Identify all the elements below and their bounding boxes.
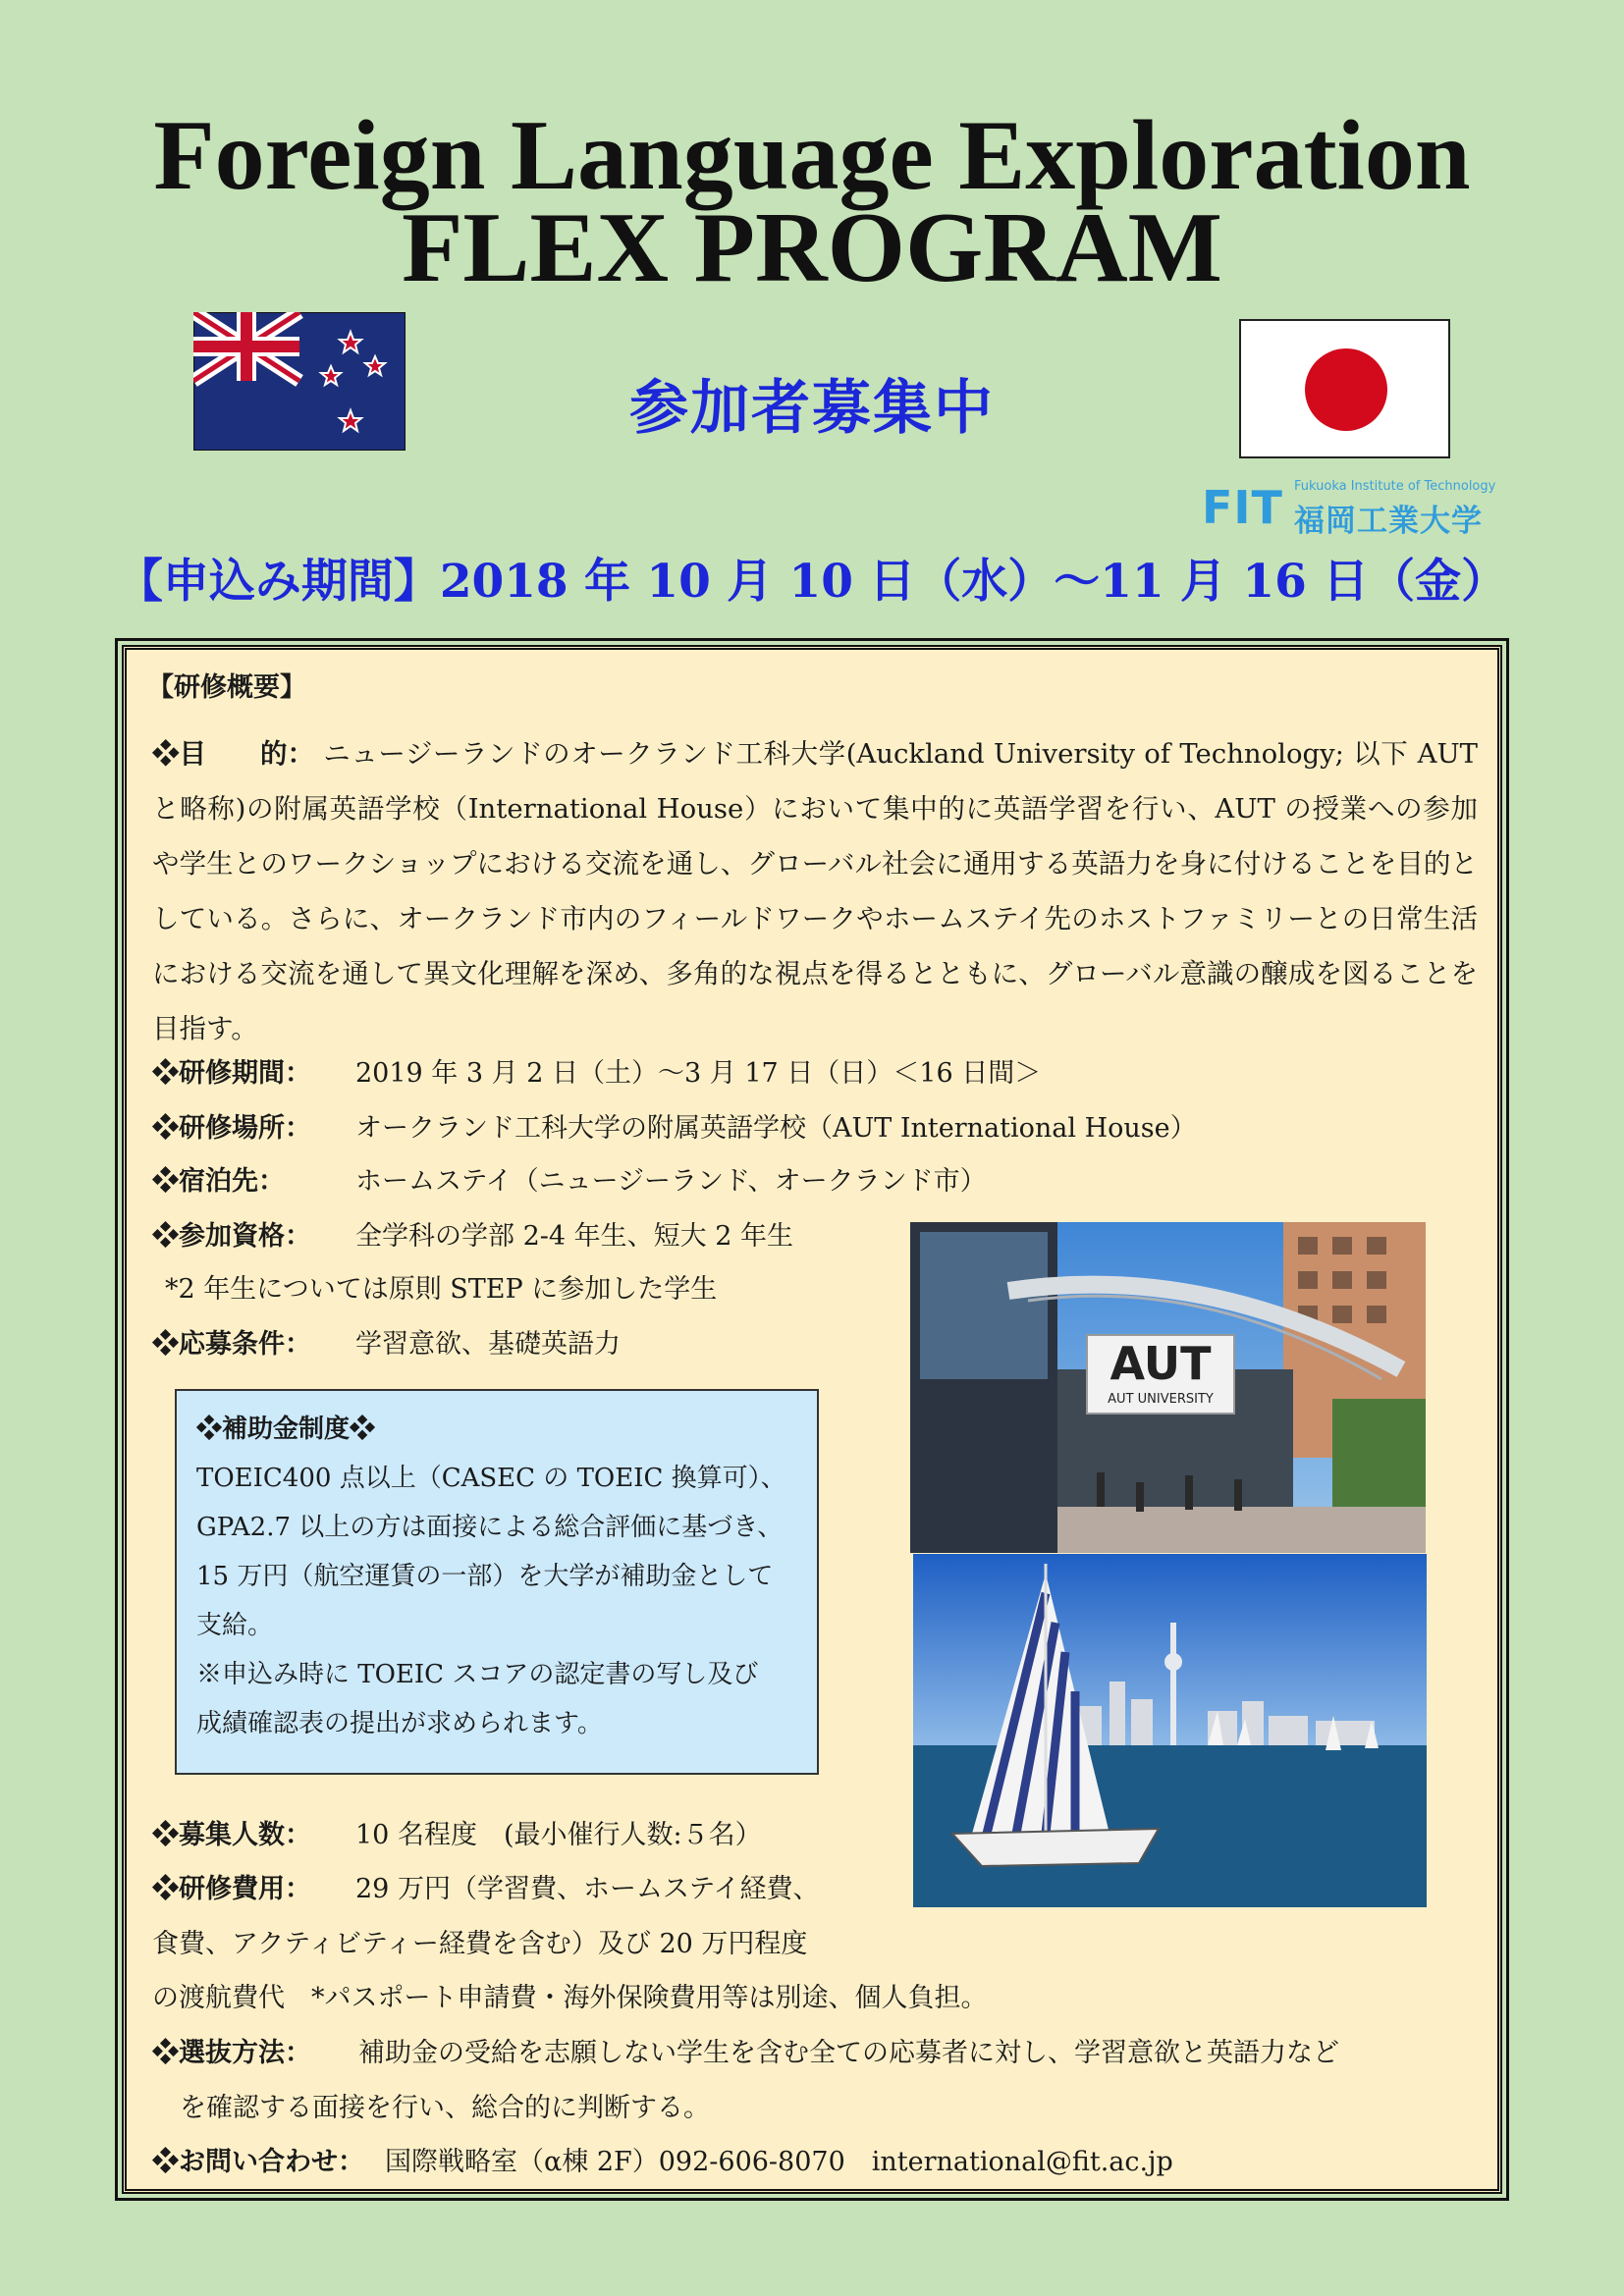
contact-text: 国際戦略室（α棟 2F）092-606-8070 international@fit.ac.jp: [385, 2147, 1173, 2177]
recruitment-text: 10 名程度 (最小催行人数:５名）: [355, 1820, 762, 1850]
fit-logo-abbr: FIT: [1202, 481, 1283, 534]
subsidy-line: GPA2.7 以上の方は面接による総合評価に基づき、: [196, 1513, 784, 1542]
purpose-label: ❖目 的：: [152, 738, 314, 770]
cost-text-line-2: 食費、アクティビティー経費を含む）及び 20 万円程度: [152, 1929, 808, 1959]
eligibility-text: 全学科の学部 2-4 年生、短大 2 年生: [355, 1221, 793, 1252]
period-label: ❖研修期間：: [152, 1058, 311, 1089]
recruitment-label: ❖募集人数：: [152, 1820, 311, 1850]
title-line-2: FLEX PROGRAM: [402, 192, 1222, 303]
place-text: オークランド工科大学の附属英語学校（AUT International House）: [355, 1113, 1197, 1144]
application-period: 【申込み期間】2018 年 10 月 10 日（水）～11 月 16 日（金）: [116, 555, 1508, 609]
aut-sign-subtext: AUT UNIVERSITY: [1108, 1392, 1214, 1407]
subsidy-title: ❖補助金制度❖: [196, 1415, 376, 1444]
eligibility-note: *2 年生については原則 STEP に参加した学生: [165, 1274, 718, 1305]
subsidy-box: [175, 1389, 819, 1775]
conditions-text: 学習意欲、基礎英語力: [355, 1329, 621, 1360]
title-line-1: Foreign Language Exploration: [153, 100, 1471, 211]
selection-text-line-1: 補助金の受給を志願しない学生を含む全ての応募者に対し、学習意欲と英語力など: [358, 2038, 1339, 2068]
subsidy-line: 15 万円（航空運賃の一部）を大学が補助金として: [196, 1562, 774, 1591]
cost-text-line-1: 29 万円（学習費、ホームステイ経費、: [355, 1874, 820, 1904]
auckland-harbour-photo: [913, 1554, 1427, 1907]
aut-campus-photo: [910, 1222, 1426, 1553]
stay-text: ホームステイ（ニュージーランド、オークランド市）: [355, 1166, 987, 1197]
purpose-text: ニュージーランドのオークランド工科大学(Auckland University of Technology; 以下 AUT と略称)の附属英語学校（International House）において集中的に英語学習を行い、AUT の授業への参加や学生とのワークショップにおける交流を通し、グローバル社会に通用する英語力を身に付けることを目的としている。さらに、オークランド市内のフィールドワークやホームステイ先のホストファミリーとの日常生活における交流を通して異文化理解を深め、多角的な視点を得るとともに、グローバル意識の醸成を図ることを目指す。: [152, 738, 1478, 1044]
recruiting-heading: 参加者募集中: [629, 374, 995, 443]
cost-label: ❖研修費用：: [152, 1874, 311, 1904]
fit-logo: [1202, 479, 1496, 538]
subsidy-line: ※申込み時に TOEIC スコアの認定書の写し及び: [196, 1660, 759, 1689]
purpose-paragraph: [152, 726, 1478, 1056]
stay-label: ❖宿泊先：: [152, 1166, 285, 1197]
contact-label: ❖お問い合わせ：: [152, 2147, 364, 2177]
overview-heading: 【研修概要】: [147, 672, 306, 703]
cost-text-line-3: の渡航費代 *パスポート申請費・海外保険費用等は別途、個人負担。: [152, 1983, 988, 2013]
japan-flag-icon: [1239, 319, 1450, 458]
period-text: 2019 年 3 月 2 日（土）～3 月 17 日（日）＜16 日間＞: [355, 1058, 1042, 1089]
place-label: ❖研修場所：: [152, 1113, 311, 1144]
japan-flag-sun: [1305, 348, 1387, 431]
subsidy-line: 支給。: [196, 1611, 274, 1640]
fit-logo-japanese: 福岡工業大学: [1294, 504, 1483, 539]
fit-logo-english: Fukuoka Institute of Technology: [1294, 479, 1496, 494]
subsidy-line: TOEIC400 点以上（CASEC の TOEIC 換算可）、: [196, 1464, 786, 1493]
conditions-label: ❖応募条件：: [152, 1329, 311, 1360]
aut-sign-text: AUT: [1110, 1337, 1212, 1390]
selection-label: ❖選抜方法：: [152, 2038, 311, 2068]
selection-text-line-2: を確認する面接を行い、総合的に判断する。: [180, 2093, 710, 2123]
subsidy-line: 成績確認表の提出が求められます。: [196, 1709, 603, 1738]
eligibility-label: ❖参加資格：: [152, 1221, 311, 1252]
